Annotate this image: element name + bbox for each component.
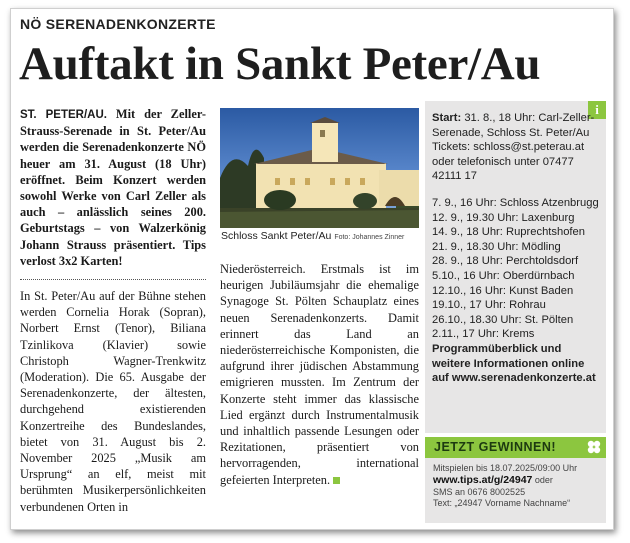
column-1	[20, 106, 206, 515]
giveaway-header	[425, 437, 606, 458]
date-item: 12. 9., 19.30 Uhr: Laxenburg	[432, 211, 575, 224]
caption-text: Schloss Sankt Peter/Au	[221, 230, 332, 242]
column-2	[220, 261, 419, 488]
kicker: NÖ SERENADENKONZERTE	[20, 16, 216, 32]
body-paragraph-2: Niederösterreich. Erstmals ist im heurigen Jubiläumsjahr die ehemalige Synagoge St. Pölten Schauplatz eines neuen Serenadenkonzerts. Damit erinnert das Land an niederösterreichische Komponisten, die aufgrund ihrer jüdischen Abstammung emigrieren mussten. Im Zentrum der Konzerte steht immer das klassische Lied ergänzt durch Instrumentalmusik und inhaltlich passende Lesungen oder Rezitationen, präsentiert von hervorragenden, international gefeierten Interpreten.	[220, 262, 419, 487]
castle-photo	[220, 108, 419, 228]
date-item: 19.10., 17 Uhr: Rohrau	[432, 299, 546, 312]
date-item: 12.10., 16 Uhr: Kunst Baden	[432, 284, 574, 297]
info-icon: i	[588, 101, 606, 119]
body-paragraph-1: In St. Peter/Au auf der Bühne stehen werden Cornelia Horak (Sopran), Norbert Ernst (Tenor), Biliana Tzinlikova (Klavier) sowie Christoph Wagner-Trenkwitz (Moderation). Die 65. Ausgabe der Serenadenkonzerte, der ältesten, durchgehend existierenden Konzertreihe des Bundeslandes, bietet von 31. August bis 2. November 2025 „Musik am Ursprung“ an elf, meist mit berühmten Musikerpersönlichkeiten verbundenen Orten in	[20, 289, 206, 514]
date-item: 26.10., 18.30 Uhr: St. Pölten	[432, 313, 574, 326]
giveaway-link[interactable]: www.tips.at/g/24947	[433, 473, 533, 486]
or-text: oder	[532, 474, 553, 485]
sms-text: SMS an 0676 8002525	[433, 486, 526, 497]
start-label: Start:	[432, 112, 462, 124]
castle-illustration	[220, 108, 419, 228]
photo-credit: Foto: Johannes Zinner	[334, 234, 405, 241]
lead-paragraph	[20, 106, 206, 269]
info-content	[432, 111, 600, 386]
tickets-info: Tickets: schloss@st.peterau.at oder telefonisch unter 07477 42111 17	[432, 141, 585, 183]
giveaway-text	[433, 463, 603, 510]
start-text: 31. 8., 18 Uhr: Carl-Zeller-Serenade, Schloss St. Peter/Au	[432, 112, 595, 139]
date-item: 5.10., 16 Uhr: Oberdürnbach	[432, 269, 575, 282]
divider	[20, 279, 206, 280]
photo-caption	[221, 230, 421, 242]
lead-text: Mit der Zeller-Strauss-Serenade in St. Peter/Au werden die Serenadenkonzerte NÖ heuer am 31. August (18 Uhr) eröffnet. Beim Konzert werden sowohl Werke von Carl Zeller als auch – anlässlich seines 200. Geburtstags – von Walzerkönig Johann Strauss präsentiert. Tips verlost 3x2 Karten!	[20, 107, 206, 268]
clover-icon	[586, 439, 602, 455]
date-item: 2.11., 17 Uhr: Krems	[432, 328, 535, 341]
deadline-text: Mitspielen bis 18.07.2025/09:00 Uhr	[433, 463, 578, 473]
date-item: 14. 9., 18 Uhr: Ruprechtshofen	[432, 226, 585, 239]
giveaway-title: JETZT GEWINNEN!	[434, 440, 557, 454]
sms-keyword: Text: „24947 Vorname Nachname“	[433, 498, 571, 509]
end-mark-icon	[333, 477, 340, 484]
dateline: ST. PETER/AU.	[20, 109, 107, 121]
giveaway-box	[425, 437, 606, 523]
concert-dates	[432, 196, 600, 342]
start-info	[432, 111, 600, 140]
more-info: Programmüberblick und weitere Informationen online auf www.serenadenkonzerte.at	[432, 342, 596, 385]
date-item: 28. 9., 18 Uhr: Perchtoldsdorf	[432, 255, 579, 268]
date-item: 7. 9., 16 Uhr: Schloss Atzenbrugg	[432, 196, 599, 209]
date-item: 21. 9., 18.30 Uhr: Mödling	[432, 240, 561, 253]
info-box	[425, 101, 606, 433]
article-page	[10, 8, 614, 530]
headline: Auftakt in Sankt Peter/Au	[19, 38, 541, 90]
